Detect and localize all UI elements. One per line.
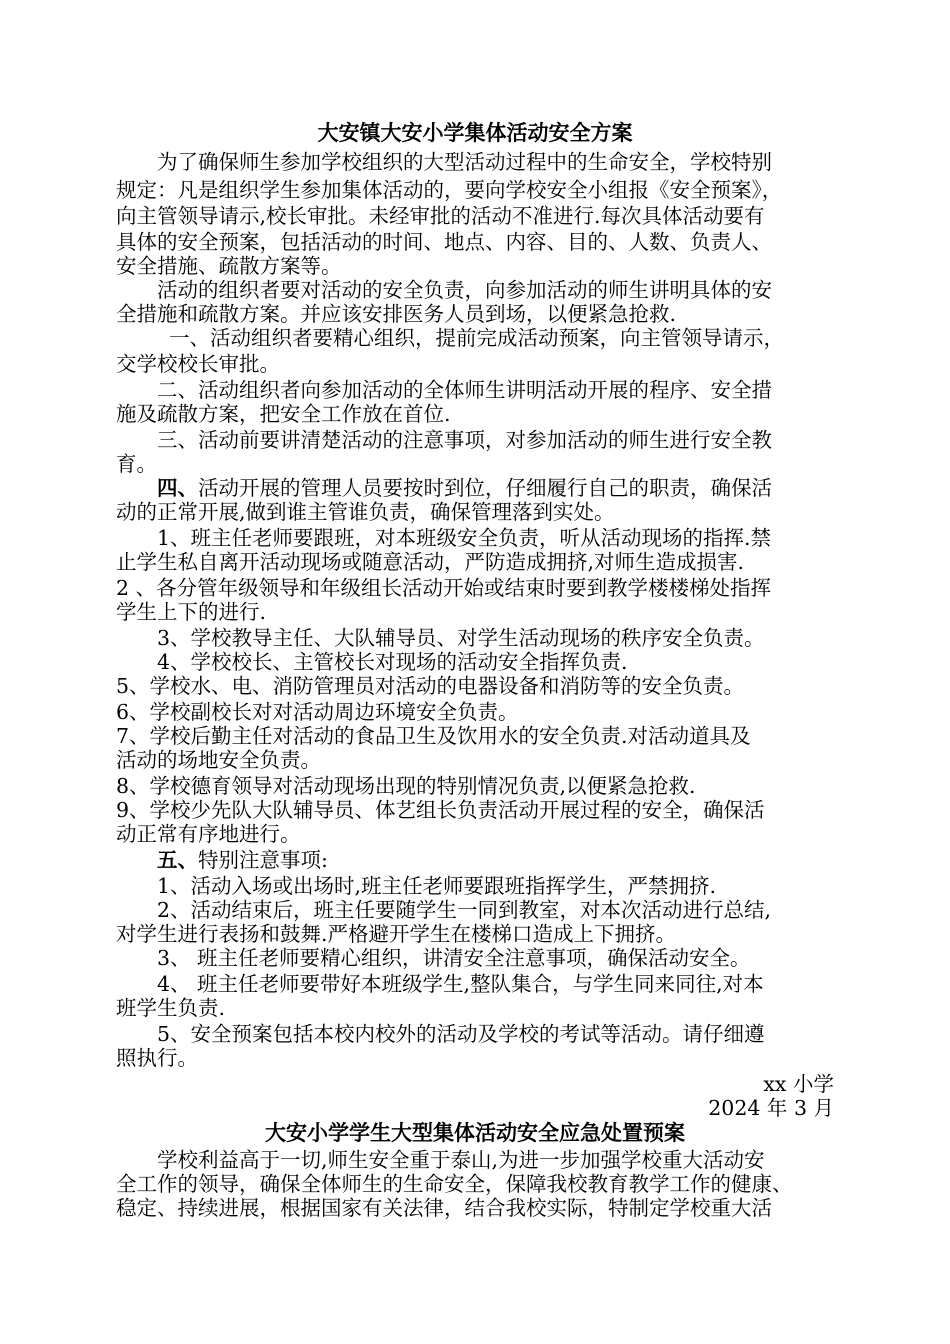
section-five-text: 特别注意事项: [198,848,328,872]
paragraph-line: 活动的组织者要对活动的安全负责，向参加活动的师生讲明具体的安 [157,278,772,302]
paragraph-line: 稳定、持续进展，根据国家有关法律，结合我校实际，特制定学校重大活 [116,1196,772,1220]
document-title: 大安镇大安小学集体活动安全方案 [317,120,633,145]
paragraph-line: 交学校校长审批。 [116,352,280,376]
list-item: 5、安全预案包括本校内校外的活动及学校的考试等活动。请仔细遵 [157,1022,765,1046]
section-four-text: 活动开展的管理人员要按时到位，仔细履行自己的职责，确保活 [198,476,772,500]
paragraph-line: 动的正常开展,做到谁主管谁负责，确保管理落到实处。 [116,500,615,524]
list-item: 9、学校少先队大队辅导员、体艺组长负责活动开展过程的安全，确保活 [116,798,765,822]
list-item: 3、 班主任老师要精心组织，讲清安全注意事项，确保活动安全。 [157,946,751,970]
signature-date: 2024 年 3 月 [708,1096,834,1120]
paragraph-line: 育。 [116,452,157,476]
paragraph-line: 规定：凡是组织学生参加集体活动的，要向学校安全小组报《安全预案》， [116,178,783,202]
list-item: 1、班主任老师要跟班，对本班级安全负责，听从活动现场的指挥.禁 [157,526,772,550]
list-item: 2、活动结束后，班主任要随学生一同到教室，对本次活动进行总结, [157,898,772,922]
list-item: 4、 班主任老师要带好本班级学生,整队集合，与学生同来同往,对本 [157,972,764,996]
paragraph-line: 安全措施、疏散方案等。 [116,254,342,278]
paragraph-line: 动正常有序地进行。 [116,822,301,846]
paragraph-line: 具体的安全预案，包括活动的时间、地点、内容、目的、人数、负责人、 [116,230,772,254]
paragraph-line: 为了确保师生参加学校组织的大型活动过程中的生命安全，学校特别 [157,150,772,174]
list-item: 2 、各分管年级领导和年级组长活动开始或结束时要到教学楼楼梯处指挥 [116,576,772,600]
section-five-line [116,846,875,874]
section-one-line: 一、活动组织者要精心组织，提前完成活动预案，向主管领导请示， [169,326,784,350]
section-two-line: 二、活动组织者向参加活动的全体师生讲明活动开展的程序、安全措 [157,378,772,402]
paragraph-line: 对学生进行表扬和鼓舞.严格避开学生在楼梯口造成上下拥挤。 [116,922,677,946]
paragraph-line: 全措施和疏散方案。并应该安排医务人员到场，以便紧急抢救. [116,302,677,326]
paragraph-line: 施及疏散方案，把安全工作放在首位. [116,402,451,426]
document-title-2: 大安小学学生大型集体活动安全应急处置预案 [265,1120,685,1145]
list-item: 4、学校校长、主管校长对现场的活动安全指挥负责. [157,650,628,674]
list-item: 5、学校水、电、消防管理员对活动的电器设备和消防等的安全负责。 [116,674,745,698]
section-three-line: 三、活动前要讲清楚活动的注意事项，对参加活动的师生进行安全教 [157,428,772,452]
paragraph-line: 向主管领导请示,校长审批。未经审批的活动不准进行.每次具体活动要有 [116,204,765,228]
signature-school: xx 小学 [763,1072,834,1096]
paragraph-line: 全工作的领导，确保全体师生的生命安全，保障我校教育教学工作的健康、 [116,1172,793,1196]
list-item: 7、学校后勤主任对活动的食品卫生及饮用水的安全负责.对活动道具及 [116,724,751,748]
list-item: 3、学校教导主任、大队辅导员、对学生活动现场的秩序安全负责。 [157,626,765,650]
section-four-heading: 四、 [157,476,198,500]
paragraph-line: 班学生负责. [116,996,226,1020]
paragraph-line: 学校利益高于一切,师生安全重于泰山,为进一步加强学校重大活动安 [157,1148,765,1172]
section-five-heading: 五、 [157,848,198,872]
paragraph-line: 活动的场地安全负责。 [116,748,321,772]
list-item: 6、学校副校长对对活动周边环境安全负责。 [116,700,519,724]
paragraph-line: 止学生私自离开活动现场或随意活动，严防造成拥挤,对师生造成损害. [116,550,745,574]
paragraph-line: 学生上下的进行. [116,600,267,624]
paragraph-line: 照执行。 [116,1046,198,1070]
list-item: 8、学校德育领导对活动现场出现的特别情况负责,以便紧急抢救. [116,774,696,798]
list-item: 1、活动入场或出场时,班主任老师要跟班指挥学生，严禁拥挤. [157,874,717,898]
